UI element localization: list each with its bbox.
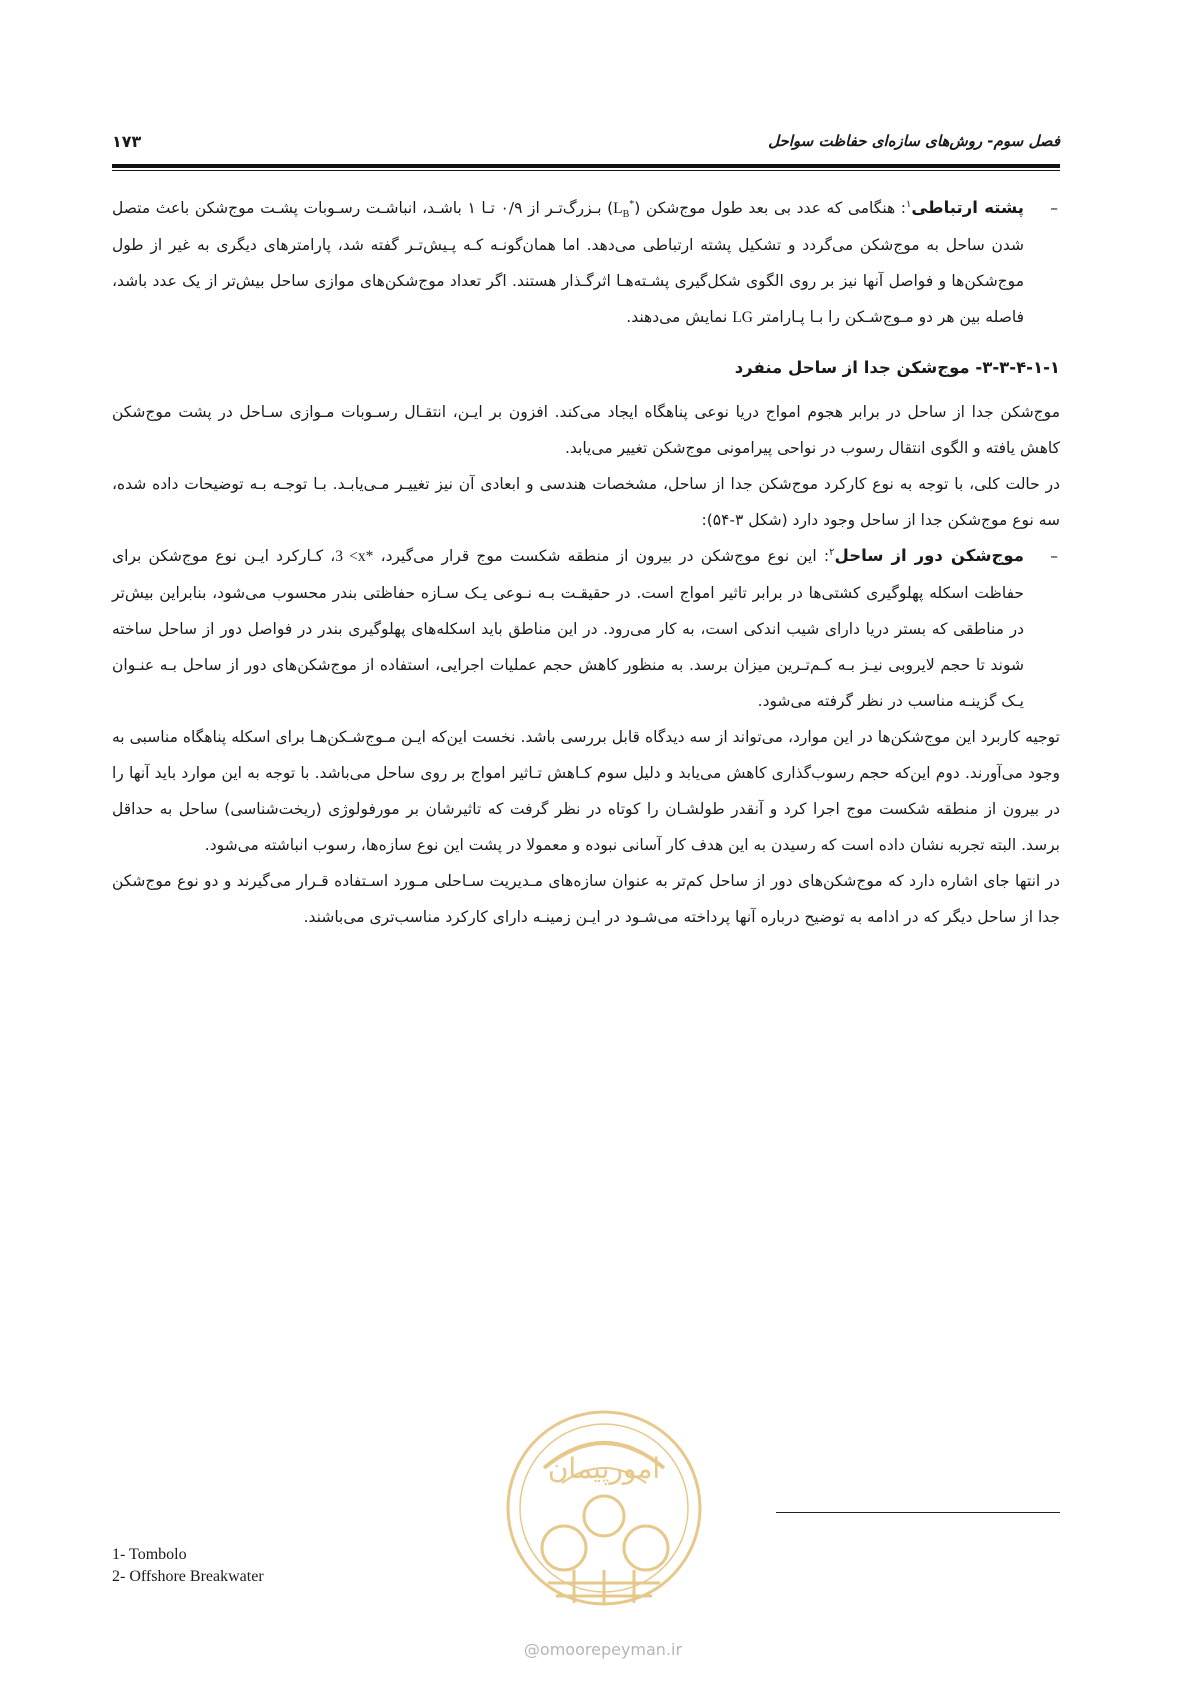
bullet-dash: –: [1050, 547, 1058, 565]
paragraph: موج‌شکن جدا از ساحل در برابر هجوم امواج دریا نوعی پناهگاه ایجاد می‌کند. افزون بر ایـن، انتقـال رسـوبات مـوازی سـاحل در پشت موج‌شکن کاهش یافته و الگوی انتقال رسوب در نواحی پیرامونی موج‌شکن تغییر می‌یابد.: [112, 403, 1060, 457]
running-title: فصل سوم- روش‌های سازه‌ای حفاظت سواحل: [768, 132, 1060, 150]
running-header: [112, 128, 1060, 154]
parameter-lg: LG: [732, 309, 753, 326]
bullet-text-end: نمایش می‌دهند.: [626, 308, 733, 326]
footnote-2: 2- Offshore Breakwater: [112, 1568, 264, 1585]
formula: 3 <x*: [335, 548, 374, 565]
symbol-subscript: B: [622, 209, 630, 221]
bullet-lead: موج‌شکن دور از ساحل: [834, 546, 1024, 565]
paragraph: در حالت کلی، با توجه به نوع کارکرد موج‌شکن جدا از ساحل، مشخصات هندسی و ابعادی آن نیز تغییـر مـی‌یابـد. بـا توجـه بـه توضیحات داده شده، سه نوع موج‌شکن جدا از ساحل وجود دارد (شکل ۳-۵۴):: [112, 475, 1060, 529]
bullet-tombolo: [112, 190, 1060, 336]
paragraph: توجیه کاربرد این موج‌شکن‌ها در این موارد، می‌تواند از سه دیدگاه قابل بررسی باشد. نخست این‌که ایـن مـوج‌شـکن‌هـا برای اسکله پناهگاه مناسبی به وجود می‌آورند. دوم این‌که حجم رسوب‌گذاری کاهش می‌یابد و دلیل سوم کـاهش تـاثیر امواج بر روی ساحل می‌باشد. با توجه به این موارد باید آنها را در بیرون از منطقه شکست موج اجرا کرد و آنقدر طولشـان را کوتاه در نظر گرفت که تاثیرشان بر مورفولوژی (ریخت‌شناسی) ساحل به حداقل برسد. البته تجربه نشان داده است که رسیدن به این هدف کار آسانی نبوده و معمولا در پشت این نوع سازه‌ها، رسوب انباشته می‌شود.: [112, 728, 1060, 854]
header-rule-thin: [112, 170, 1060, 171]
watermark-seal: [474, 1398, 734, 1638]
footnote-1: 1- Tombolo: [112, 1546, 187, 1563]
bullet-text: : این نوع موج‌شکن در بیرون از منطقه شکست موج قرار می‌گیرد،: [373, 547, 830, 565]
bullet-dash: –: [1050, 199, 1058, 217]
page-number: ۱۷۳: [112, 131, 142, 151]
bullet-text: : هنگامی که عدد بی بعد طول موج‌شکن (: [634, 199, 906, 217]
section-heading: ۳-۳-۴-۱-۱- موج‌شکن جدا از ساحل منفرد: [734, 358, 1060, 377]
paragraph: در انتها جای اشاره دارد که موج‌شکن‌های دور از ساحل کم‌تر به عنوان سازه‌های مـدیریت سـاحلی مـورد اسـتفاده قـرار می‌گیرند و دو نوع موج‌شکن جدا از ساحل دیگر که در ادامه به توضیح درباره آنها پرداخته می‌شـود در ایـن زمینـه دارای کارکرد مناسب‌تری می‌باشند.: [112, 872, 1060, 926]
body-text: [112, 190, 1060, 935]
watermark-site: @omoorepeyman.ir: [523, 1640, 683, 1659]
footnotes: [112, 1544, 512, 1588]
bullet-text: ) بـزرگ‌تـر از ۰/۹ تـا ۱ باشـد، انباشـت رسـوبات پشـت موج‌شکن باعث متصل شدن ساحل به موج‌شکن می‌گردد و تشکیل پشته ارتباطی می‌دهد. اما همان‌گونـه کـه پـیش‌تـر گفته شد، پارامترهای دیگری به غیر از طول موج‌شکن‌ها و فواصل آنها نیز بر روی الگوی شکل‌گیری پشـته‌هـا اثرگـذار هستند. اگر تعداد موج‌شکن‌های موازی ساحل بیش‌تر از یک عدد باشد، فاصله بین هر دو مـوج‌شـکن را بـا پـارامتر: [112, 199, 1024, 326]
symbol-superscript: *: [629, 198, 635, 210]
footnote-rule: [776, 1512, 1060, 1513]
bullet-offshore-breakwater: [112, 538, 1060, 719]
watermark-seal-text: امورپیمان: [547, 1452, 661, 1485]
bullet-text: ، کـارکرد ایـن نوع موج‌شکن برای حفاظت اسکله پهلوگیری کشتی‌ها در برابر تاثیر امواج است. در حقیقـت بـه نـوعی یـک سـازه حفاظتی بندر محسوب می‌شود، بنابراین بیش‌تر در مناطقی که بستر دریا دارای شیب اندکی است، به کار می‌رود. در این مناطق باید اسکله‌های پهلوگیری بندر در فواصل دور از ساحل ساخته شوند تا حجم لایروبی نیـز بـه کـم‌تـرین میزان برسد. به منظور کاهش حجم عملیات اجرایی، استفاده از موج‌شکن‌های دور از ساحل بـه عنـوان یـک گزینـه مناسب در نظر گرفته می‌شود.: [112, 547, 1024, 710]
header-rule: [112, 164, 1060, 168]
bullet-lead: پشته ارتباطی: [911, 198, 1025, 217]
symbol-base: L: [613, 200, 623, 217]
footnote-ref: ۱: [905, 198, 912, 210]
footnote-ref: ۲: [829, 546, 835, 558]
symbol-lb: [613, 198, 635, 221]
